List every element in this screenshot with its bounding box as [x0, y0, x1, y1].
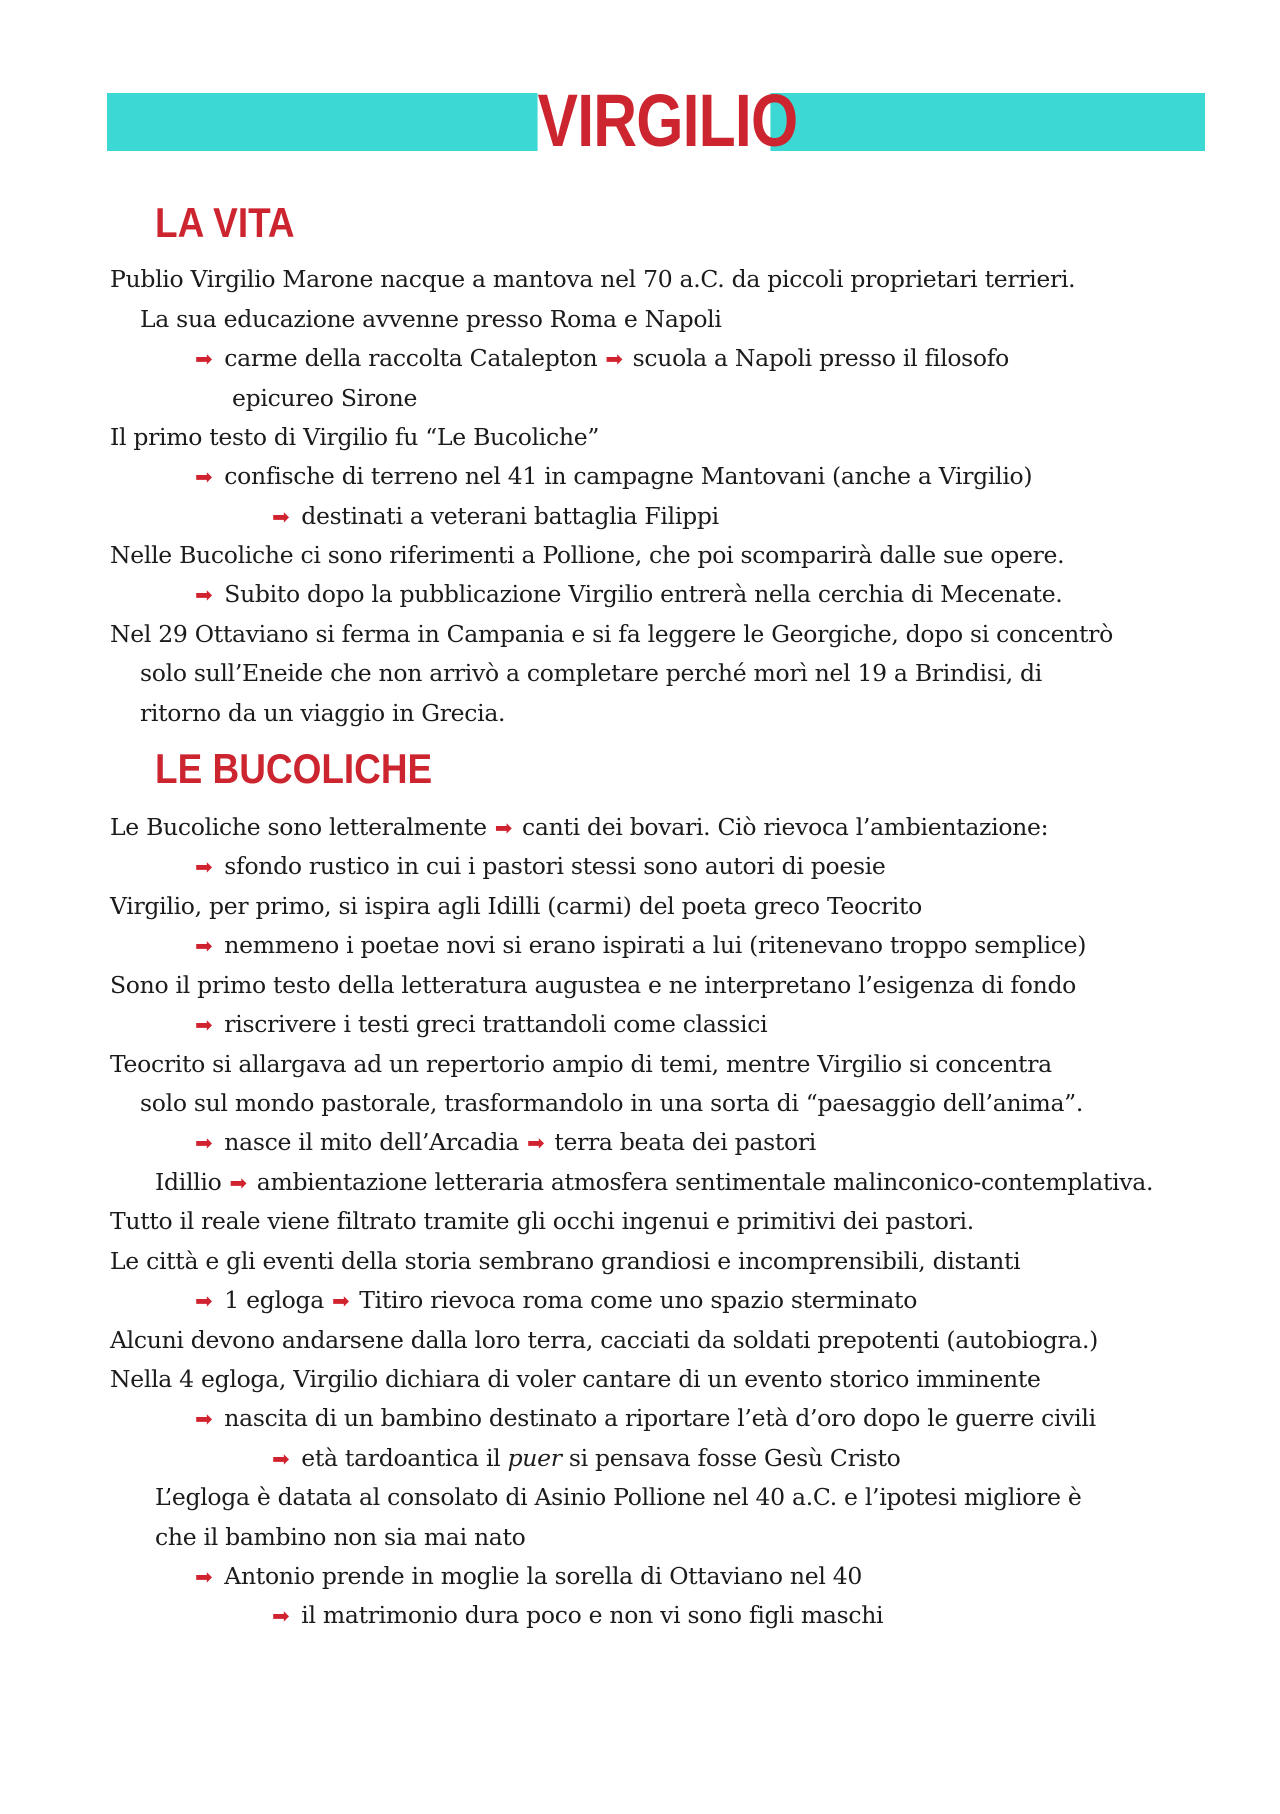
text-line: Le Bucoliche sono letteralmente	[110, 813, 487, 841]
arrow-icon: ➡	[229, 1171, 247, 1195]
arrow-icon: ➡	[195, 347, 213, 371]
text-line: confische di terreno nel 41 in campagne Mantovani (anche a Virgilio)	[224, 462, 1033, 490]
arrow-icon: ➡	[195, 855, 213, 879]
bullet-line	[155, 1167, 1153, 1198]
text-line: 1 egloga	[224, 1286, 324, 1314]
arrow-icon: ➡	[272, 505, 290, 529]
text-line: epicureo Sirone	[232, 384, 418, 412]
text-line: Nella 4 egloga, Virgilio dichiara di voler cantare di un evento storico imminente	[110, 1365, 1041, 1393]
text-line: ritorno da un viaggio in Grecia.	[140, 699, 506, 727]
section-heading-vita: LA VITA	[155, 199, 295, 246]
arrow-icon: ➡	[494, 816, 513, 840]
arrow-icon: ➡	[605, 347, 623, 371]
text-line: Il primo testo di Virgilio fu “Le Bucoliche”	[110, 423, 600, 451]
text-line: terra beata dei pastori	[554, 1128, 816, 1156]
arrow-icon: ➡	[195, 1013, 213, 1037]
arrow-icon: ➡	[195, 1407, 213, 1431]
text-line: Virgilio, per primo, si ispira agli Idilli (carmi) del poeta greco Teocrito	[110, 892, 922, 920]
bullet-line	[195, 1127, 816, 1158]
text-line: scuola a Napoli presso il filosofo	[632, 344, 1010, 372]
text-line: L’egloga è datata al consolato di Asinio Pollione nel 40 a.C. e l’ipotesi migliore è	[155, 1483, 1082, 1511]
arrow-icon: ➡	[195, 1131, 213, 1155]
arrow-icon: ➡	[527, 1131, 545, 1155]
page-title: VIRGILIO	[537, 79, 798, 162]
text-line: Tutto il reale viene filtrato tramite gli occhi ingenui e primitivi dei pastori.	[110, 1207, 974, 1235]
text-line: sfondo rustico in cui i pastori stessi sono autori di poesie	[224, 852, 886, 880]
text-line: Subito dopo la pubblicazione Virgilio entrerà nella cerchia di Mecenate.	[224, 580, 1063, 608]
text-line: Titiro rievoca roma come uno spazio sterminato	[359, 1286, 918, 1314]
bullet-line	[195, 1009, 767, 1040]
arrow-icon: ➡	[195, 1289, 213, 1313]
text-line: il matrimonio dura poco e non vi sono figli maschi	[301, 1601, 884, 1629]
text-line: Le città e gli eventi della storia sembrano grandiosi e incomprensibili, distanti	[110, 1247, 1021, 1275]
text-line: si pensava fosse Gesù Cristo	[568, 1444, 901, 1472]
bullet-line	[195, 851, 886, 882]
text-line: Publio Virgilio Marone nacque a mantova nel 70 a.C. da piccoli proprietari terrieri.	[110, 265, 1076, 293]
bullet-line	[195, 579, 1062, 610]
bullet-line	[195, 343, 1009, 374]
text-line: Sono il primo testo della letteratura augustea e ne interpretano l’esigenza di fondo	[110, 971, 1077, 999]
arrow-icon: ➡	[195, 1565, 213, 1589]
section-heading-bucoliche: LE BUCOLICHE	[155, 745, 433, 792]
bullet-line	[195, 1561, 862, 1592]
arrow-icon: ➡	[272, 1604, 290, 1628]
bullet-line	[195, 461, 1032, 492]
text-line: Nelle Bucoliche ci sono riferimenti a Pollione, che poi scomparirà dalle sue opere.	[110, 541, 1065, 569]
text-line: Alcuni devono andarsene dalla loro terra, cacciati da soldati prepotenti (autobiogra.)	[110, 1326, 1099, 1354]
bullet-line	[272, 501, 719, 532]
text-line: solo sul mondo pastorale, trasformandolo in una sorta di “paesaggio dell’anima”.	[140, 1089, 1084, 1117]
bullet-line	[195, 1285, 917, 1316]
text-line: Antonio prende in moglie la sorella di Ottaviano nel 40	[224, 1562, 863, 1590]
text-line: nascita di un bambino destinato a riportare l’età d’oro dopo le guerre civili	[224, 1404, 1096, 1432]
text-line: canti dei bovari. Ciò rievoca l’ambientazione:	[522, 813, 1049, 841]
arrow-icon: ➡	[195, 465, 213, 489]
text-line: Nel 29 Ottaviano si ferma in Campania e si fa leggere le Georgiche, dopo si concentrò	[110, 620, 1113, 648]
text-line: nemmeno i poetae novi si erano ispirati a lui (ritenevano troppo semplice)	[224, 931, 1087, 959]
arrow-icon: ➡	[332, 1289, 350, 1313]
text-line: che il bambino non sia mai nato	[155, 1523, 526, 1551]
text-line: ambientazione letteraria atmosfera sentimentale malinconico-contemplativa.	[256, 1168, 1154, 1196]
text-line: nasce il mito dell’Arcadia	[224, 1128, 520, 1156]
bullet-line	[272, 1600, 883, 1631]
text-line: Idillio	[155, 1168, 222, 1196]
arrow-icon: ➡	[195, 934, 213, 958]
bullet-line	[195, 1403, 1096, 1434]
arrow-icon: ➡	[272, 1447, 290, 1471]
text-line: La sua educazione avvenne presso Roma e Napoli	[140, 305, 722, 333]
text-line: destinati a veterani battaglia Filippi	[301, 502, 719, 530]
bullet-line	[110, 812, 1048, 843]
bullet-line	[272, 1443, 901, 1474]
italic-term: puer	[507, 1444, 562, 1472]
text-line: solo sull’Eneide che non arrivò a completare perché morì nel 19 a Brindisi, di	[140, 659, 1043, 687]
text-line: riscrivere i testi greci trattandoli come classici	[224, 1010, 768, 1038]
arrow-icon: ➡	[195, 583, 213, 607]
text-line: età tardoantica il	[301, 1444, 501, 1472]
text-line: carme della raccolta Catalepton	[224, 344, 598, 372]
bullet-line	[195, 930, 1086, 961]
text-line: Teocrito si allargava ad un repertorio ampio di temi, mentre Virgilio si concentra	[110, 1050, 1052, 1078]
